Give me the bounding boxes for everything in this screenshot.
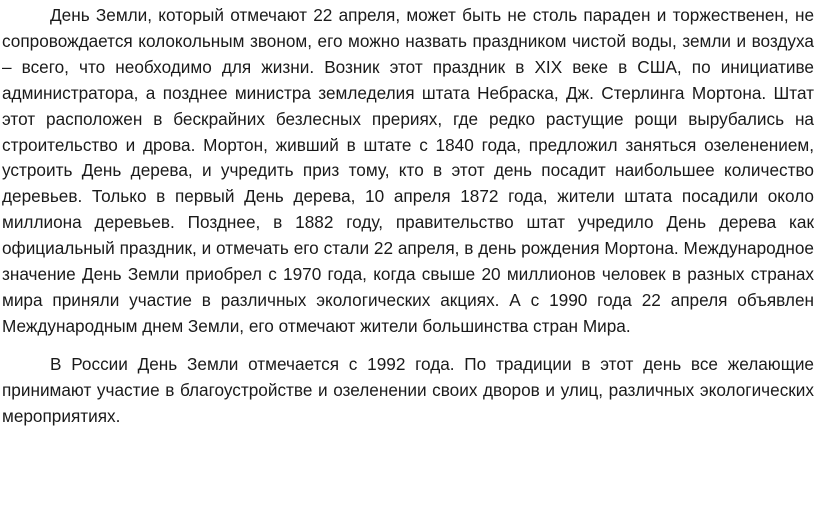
paragraph-earth-day-history: День Земли, который отмечают 22 апреля, может быть не столь параден и торжественен, не сопровождается колокольным звоном, его можно назвать праздником чистой воды, земли и воздуха – всего, что необходимо для жизни. Возник этот праздник в XIX веке в США, по инициативе администратора, а позднее министра земледелия штата Небраска, Дж. Стерлинга Мортона. Штат этот расположен в бескрайних безлесных прериях, где редко растущие рощи вырубались на строительство и дрова. Мортон, живший в штате с 1840 года, предложил заняться озеленением, устроить День дерева, и учредить приз тому, кто в этот день посадит наибольшее количество деревьев. Только в первый День дерева, 10 апреля 1872 года, жители штата посадили около миллиона деревьев. Позднее, в 1882 году, правительство штат учредило День дерева как официальный праздник, и отмечать его стали 22 апреля, в день рождения Мортона. Международное значение День Земли приобрел с 1970 года, когда свыше 20 миллионов человек в разных странах мира приняли участие в различных экологических акциях. А с 1990 года 22 апреля объявлен Международным днем Земли, его отмечают жители большинства стран Мира. (2, 5, 814, 336)
paragraph-earth-day-russia: В России День Земли отмечается с 1992 года. По традиции в этот день все желающие принимают участие в благоустройстве и озеленении своих дворов и улиц, различных экологических мероприятиях. (2, 353, 814, 426)
